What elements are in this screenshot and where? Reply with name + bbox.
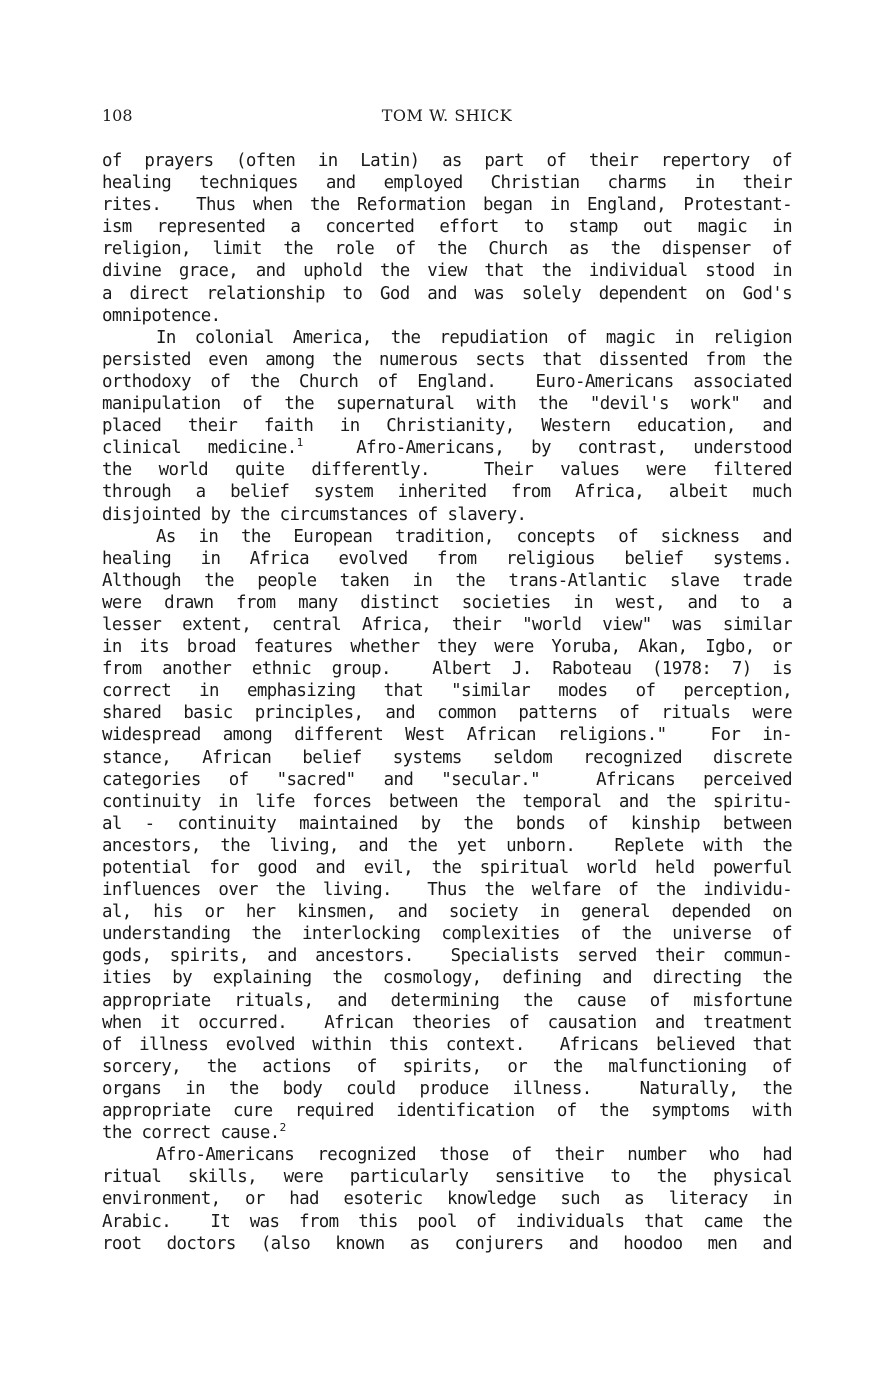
text-line	[102, 570, 792, 592]
text-line	[102, 769, 792, 791]
line-text: correct in emphasizing that "similar modes of perception,	[102, 681, 792, 702]
line-text: in its broad features whether they were Yoruba, Akan, Igbo, or	[102, 637, 792, 658]
line-text: potential for good and evil, the spiritual world held powerful	[102, 858, 792, 878]
line-text: al - continuity maintained by the bonds of kinship between	[102, 813, 792, 834]
running-head	[102, 104, 792, 128]
text-line	[102, 349, 792, 371]
page-number: 108	[102, 106, 133, 125]
line-text: divine grace, and uphold the view that the individual stood in	[102, 261, 792, 282]
line-text: In colonial America, the repudiation of magic in religion	[156, 327, 792, 348]
line-text: the world quite differently. Their values were filtered	[102, 460, 792, 481]
paragraph	[102, 327, 792, 526]
text-line	[102, 1188, 792, 1210]
footnote-marker: 1	[296, 436, 303, 450]
line-text: continuity in life forces between the temporal and the spiritu-	[102, 791, 792, 812]
line-text-continued: Afro-Americans, by contrast, understood	[302, 438, 792, 459]
text-line	[102, 437, 792, 459]
line-text: sorcery, the actions of spirits, or the malfunctioning of	[102, 1056, 792, 1077]
line-text: of illness evolved within this context. Africans believed that	[102, 1034, 792, 1055]
line-text: a direct relationship to God and was solely dependent on God's	[102, 283, 792, 304]
line-text: Arabic. It was from this pool of individuals that came the	[102, 1211, 792, 1232]
line-text: categories of "sacred" and "secular." Africans perceived	[102, 769, 792, 790]
line-text: ities by explaining the cosmology, defining and directing the	[102, 968, 792, 989]
text-line	[102, 504, 792, 526]
text-line	[102, 901, 792, 923]
line-text: were drawn from many distinct societies in west, and to a	[102, 592, 792, 613]
text-line	[102, 393, 792, 415]
line-text: manipulation of the supernatural with the "devil's work" and	[102, 394, 792, 415]
line-text: of prayers (often in Latin) as part of their repertory of	[102, 151, 792, 171]
text-line	[102, 724, 792, 746]
line-text: persisted even among the numerous sects that dissented from the	[102, 349, 792, 370]
line-text: Afro-Americans recognized those of their number who had	[156, 1145, 792, 1166]
text-line	[102, 1211, 792, 1233]
text-line	[102, 1056, 792, 1078]
line-text: ism represented a concerted effort to stamp out magic in	[102, 217, 792, 238]
text-line	[102, 835, 792, 857]
line-text: gods, spirits, and ancestors. Specialists served their commun-	[102, 946, 792, 967]
paragraph	[102, 526, 792, 1145]
text-line	[102, 857, 792, 879]
footnote-marker: 2	[279, 1121, 286, 1135]
text-line	[102, 371, 792, 393]
text-line	[102, 923, 792, 945]
line-text: healing in Africa evolved from religious belief systems.	[102, 548, 792, 569]
line-text: disjointed by the circumstances of slavery.	[102, 504, 527, 525]
line-text: omnipotence.	[102, 305, 221, 326]
text-line	[102, 680, 792, 702]
line-text: influences over the living. Thus the welfare of the individu-	[102, 880, 792, 901]
line-text: root doctors (also known as conjurers and hoodoo men and	[102, 1233, 792, 1254]
running-title: TOM W. SHICK	[381, 106, 513, 125]
text-line	[102, 260, 792, 282]
line-text: shared basic principles, and common patterns of rituals were	[102, 703, 792, 724]
text-line	[102, 747, 792, 769]
text-line	[102, 813, 792, 835]
text-line	[102, 459, 792, 481]
text-line	[102, 592, 792, 614]
text-line	[102, 548, 792, 570]
line-text: healing techniques and employed Christian charms in their	[102, 173, 792, 194]
line-text: clinical medicine.	[102, 438, 297, 459]
text-line	[102, 1166, 792, 1188]
line-text: ancestors, the living, and the yet unborn. Replete with the	[102, 835, 792, 856]
line-text: Although the people taken in the trans-Atlantic slave trade	[102, 570, 792, 591]
text-line	[102, 526, 792, 548]
line-text: religion, limit the role of the Church as the dispenser of	[102, 239, 792, 260]
document-page	[102, 104, 792, 1255]
body-text	[102, 150, 792, 1255]
line-text: As in the European tradition, concepts of sickness and	[156, 526, 792, 547]
line-text: environment, or had esoteric knowledge such as literacy in	[102, 1189, 792, 1210]
line-text: the correct cause.	[102, 1123, 280, 1144]
line-text: orthodoxy of the Church of England. Euro-Americans associated	[102, 371, 792, 392]
line-text: al, his or her kinsmen, and society in general depended on	[102, 902, 792, 923]
text-line	[102, 990, 792, 1012]
line-text: placed their faith in Christianity, Western education, and	[102, 416, 792, 437]
text-line	[102, 238, 792, 260]
text-line	[102, 614, 792, 636]
text-line	[102, 967, 792, 989]
text-line	[102, 415, 792, 437]
text-line	[102, 216, 792, 238]
line-text: when it occurred. African theories of causation and treatment	[102, 1012, 792, 1033]
text-line	[102, 283, 792, 305]
line-text: through a belief system inherited from Africa, albeit much	[102, 482, 792, 503]
text-line	[102, 172, 792, 194]
line-text: ritual skills, were particularly sensitive to the physical	[102, 1167, 792, 1188]
line-text: organs in the body could produce illness. Naturally, the	[102, 1078, 792, 1099]
text-line	[102, 1233, 792, 1255]
text-line	[102, 194, 792, 216]
line-text: appropriate cure required identification of the symptoms with	[102, 1101, 792, 1122]
text-line	[102, 1144, 792, 1166]
text-line	[102, 702, 792, 724]
text-line	[102, 879, 792, 901]
text-line	[102, 327, 792, 349]
text-line	[102, 1012, 792, 1034]
text-line	[102, 1122, 792, 1144]
line-text: lesser extent, central Africa, their "world view" was similar	[102, 614, 792, 635]
line-text: understanding the interlocking complexities of the universe of	[102, 924, 792, 945]
line-text: stance, African belief systems seldom recognized discrete	[102, 747, 792, 768]
line-text: rites. Thus when the Reformation began in England, Protestant-	[102, 195, 792, 216]
text-line	[102, 945, 792, 967]
text-line	[102, 1100, 792, 1122]
line-text: from another ethnic group. Albert J. Raboteau (1978: 7) is	[102, 659, 792, 680]
text-line	[102, 1078, 792, 1100]
text-line	[102, 1034, 792, 1056]
paragraph	[102, 1144, 792, 1254]
line-text: widespread among different West African religions." For in-	[102, 725, 792, 746]
text-line	[102, 658, 792, 680]
text-line	[102, 481, 792, 503]
text-line	[102, 305, 792, 327]
line-text: appropriate rituals, and determining the cause of misfortune	[102, 990, 792, 1011]
text-line	[102, 791, 792, 813]
paragraph	[102, 150, 792, 327]
text-line	[102, 150, 792, 172]
text-line	[102, 636, 792, 658]
